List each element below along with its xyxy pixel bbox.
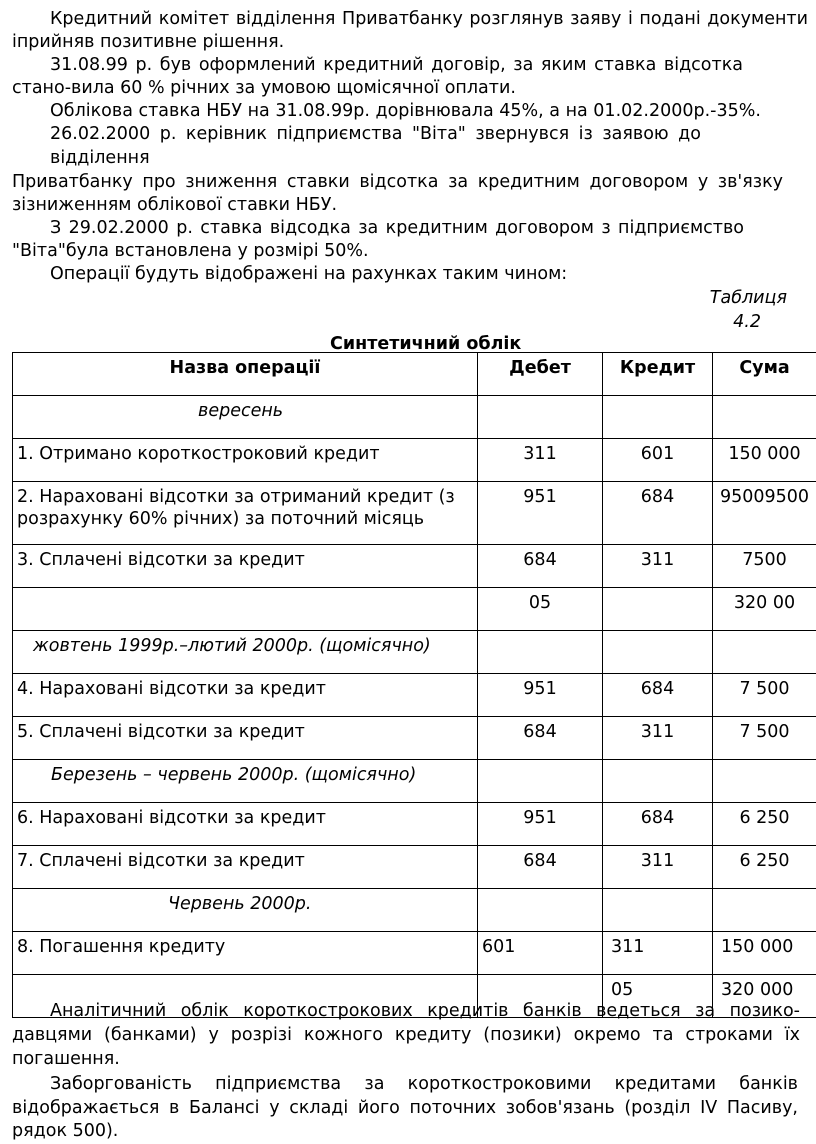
credit-cell: 684	[603, 674, 713, 717]
header-credit: Кредит	[603, 353, 713, 396]
operation-cell: 2. Нараховані відсотки за отриманий кредит (з розрахунку 60% річних) за поточний місяць	[13, 482, 478, 545]
text-line: Приватбанку про зниження ставки відсотка за кредитним договором у зв'язку	[12, 172, 783, 192]
credit-cell	[603, 588, 713, 631]
table-number: 4.2	[733, 312, 761, 332]
sum-cell	[713, 760, 816, 803]
sum-cell	[713, 889, 816, 932]
operation-cell: 6. Нараховані відсотки за кредит	[13, 803, 478, 846]
sum-cell: 150 000	[713, 439, 816, 482]
credit-cell: 311	[603, 932, 713, 975]
table-section-row	[13, 631, 816, 674]
sum-cell: 7 500	[713, 674, 816, 717]
operation-cell: жовтень 1999р.–лютий 2000р. (щомісячно)	[13, 631, 478, 674]
text-line: Аналітичний облік короткострокових кредитів банків ведеться за позико-	[50, 1001, 800, 1021]
sum-cell: 150 000	[713, 932, 816, 975]
debit-cell: 684	[478, 717, 603, 760]
debit-cell: 684	[478, 545, 603, 588]
credit-cell: 684	[603, 482, 713, 545]
credit-cell	[603, 631, 713, 674]
operation-cell: 3. Сплачені відсотки за кредит	[13, 545, 478, 588]
text-line: 26.02.2000 р. керівник підприємства "Віта" звернувся із заявою до	[50, 124, 701, 144]
operation-cell: 7. Сплачені відсотки за кредит	[13, 846, 478, 889]
sum-cell	[713, 631, 816, 674]
credit-cell: 601	[603, 439, 713, 482]
credit-cell: 311	[603, 717, 713, 760]
debit-cell	[478, 889, 603, 932]
operation-cell: Березень – червень 2000р. (щомісячно)	[13, 760, 478, 803]
text-line: Кредитний комітет відділення Приватбанку розглянув заяву і подані документи	[50, 9, 808, 29]
operation-cell: вересень	[13, 396, 478, 439]
credit-cell	[603, 396, 713, 439]
debit-cell	[478, 631, 603, 674]
table-section-row	[13, 889, 816, 932]
table-row	[13, 674, 816, 717]
operation-cell	[13, 588, 478, 631]
sum-cell: 6 250	[713, 846, 816, 889]
table-section-row	[13, 760, 816, 803]
text-line: Облікова ставка НБУ на 31.08.99р. дорівнювала 45%, а на 01.02.2000р.-35%.	[50, 101, 761, 121]
table-row	[13, 846, 816, 889]
table-row	[13, 482, 816, 545]
table-row	[13, 545, 816, 588]
sum-cell	[713, 396, 816, 439]
operation-cell: Червень 2000р.	[13, 889, 478, 932]
ledger-table	[12, 352, 816, 1018]
credit-cell: 311	[603, 545, 713, 588]
credit-cell: 684	[603, 803, 713, 846]
table-label: Таблиця	[709, 288, 787, 308]
table-row	[13, 439, 816, 482]
sum-cell: 6 250	[713, 803, 816, 846]
operation-cell: 1. Отримано короткостроковий кредит	[13, 439, 478, 482]
table-section-row	[13, 396, 816, 439]
text-line: давцями (банками) у розрізі кожного кредиту (позики) окремо та строками їх	[12, 1025, 800, 1045]
sum-cell: 95009500	[713, 482, 816, 545]
text-line: "Віта"була встановлена у розмірі 50%.	[12, 241, 369, 261]
debit-cell: 311	[478, 439, 603, 482]
table-title: Синтетичний облік	[330, 334, 522, 354]
sum-cell: 7 500	[713, 717, 816, 760]
credit-cell	[603, 889, 713, 932]
credit-cell	[603, 760, 713, 803]
credit-cell: 05	[603, 975, 713, 1018]
debit-cell: 951	[478, 674, 603, 717]
table-row	[13, 803, 816, 846]
table-row	[13, 717, 816, 760]
text-line: Заборгованість підприємства за короткостроковими кредитами банків	[50, 1074, 798, 1094]
credit-cell: 311	[603, 846, 713, 889]
text-line: стано-вила 60 % річних за умовою щомісячної оплати.	[12, 78, 516, 98]
operation-cell: 8. Погашення кредиту	[13, 932, 478, 975]
debit-cell	[478, 760, 603, 803]
text-line: відділення	[50, 148, 150, 168]
text-line: рядок 500).	[12, 1121, 119, 1141]
header-debit: Дебет	[478, 353, 603, 396]
text-line: іприйняв позитивне рішення.	[12, 32, 285, 52]
debit-cell: 601	[478, 932, 603, 975]
operation-cell: 4. Нараховані відсотки за кредит	[13, 674, 478, 717]
header-operation: Назва операції	[13, 353, 478, 396]
table-row	[13, 588, 816, 631]
sum-cell: 320 000	[713, 975, 816, 1018]
text-line: Операції будуть відображені на рахунках таким чином:	[50, 264, 568, 284]
text-line: З 29.02.2000 р. ставка відсодка за кредитним договором з підприємство	[50, 218, 744, 238]
table-header-row	[13, 353, 816, 396]
text-line: погашення.	[12, 1049, 120, 1069]
text-line: 31.08.99 р. був оформлений кредитний договір, за яким ставка відсотка	[50, 55, 743, 75]
debit-cell: 05	[478, 588, 603, 631]
debit-cell: 684	[478, 846, 603, 889]
text-line: відображається в Балансі у складі його поточних зобов'язань (розділ IV Пасиву,	[12, 1098, 798, 1118]
sum-cell: 7500	[713, 545, 816, 588]
operation-cell: 5. Сплачені відсотки за кредит	[13, 717, 478, 760]
text-line: зізниженням облікової ставки НБУ.	[12, 195, 338, 215]
debit-cell	[478, 396, 603, 439]
header-sum: Сума	[713, 353, 816, 396]
sum-cell: 320 00	[713, 588, 816, 631]
debit-cell: 951	[478, 482, 603, 545]
debit-cell: 951	[478, 803, 603, 846]
table-row	[13, 932, 816, 975]
